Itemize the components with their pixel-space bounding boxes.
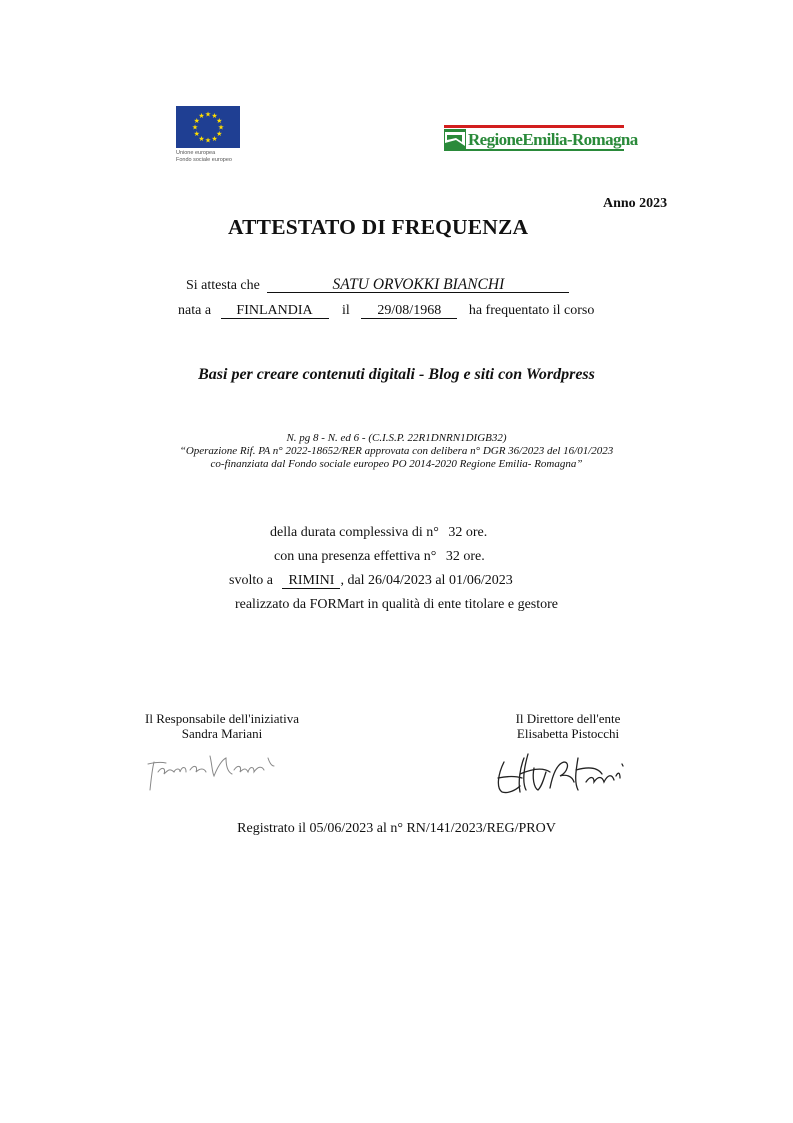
right-signatory xyxy=(486,711,650,741)
presence-line xyxy=(274,549,485,565)
eu-star-icon: ★ xyxy=(216,117,223,125)
presence-label: con una presenza effettiva n° xyxy=(274,549,437,564)
regione-emblem-icon xyxy=(444,129,466,149)
duration-value: 32 ore. xyxy=(448,525,488,540)
location-line xyxy=(229,573,513,589)
attestation-name-line xyxy=(186,277,569,294)
presence-value: 32 ore. xyxy=(445,549,485,564)
duration-label: della durata complessiva di n° xyxy=(270,525,439,540)
regione-green-stripe xyxy=(444,149,624,151)
year-label: Anno 2023 xyxy=(603,196,668,211)
birthplace: FINLANDIA xyxy=(221,303,329,319)
eu-caption-line2: Fondo sociale europeo xyxy=(176,156,232,163)
eu-star-icon: ★ xyxy=(204,136,212,145)
regione-logo xyxy=(444,125,638,153)
course-ref-line1: N. pg 8 - N. ed 6 - (C.I.S.P. 22R1DNRN1DIGB32) xyxy=(286,432,507,444)
eu-star-icon: ★ xyxy=(193,130,200,138)
on-label: il xyxy=(342,303,350,318)
eu-star-icon: ★ xyxy=(198,112,205,121)
attended-label: ha frequentato il corso xyxy=(468,303,595,318)
eu-star-icon: ★ xyxy=(211,134,218,143)
page-title: ATTESTATO DI FREQUENZA xyxy=(228,215,529,239)
intro-label: Si attesta che xyxy=(186,278,260,293)
eu-star-icon: ★ xyxy=(216,130,223,138)
eu-star-icon: ★ xyxy=(211,112,218,121)
course-dates: , dal 26/04/2023 al 01/06/2023 xyxy=(340,573,513,588)
born-label: nata a xyxy=(178,303,212,318)
eu-star-icon: ★ xyxy=(204,110,212,119)
eu-star-icon: ★ xyxy=(217,123,225,132)
provider-line: realizzato da FORMart in qualità di ente titolare e gestore xyxy=(234,597,559,612)
eu-star-icon: ★ xyxy=(198,134,205,143)
eu-logo xyxy=(176,106,242,168)
duration-line xyxy=(270,525,487,541)
left-signatory xyxy=(120,711,324,741)
eu-star-icon: ★ xyxy=(191,123,199,132)
eu-star-icon: ★ xyxy=(193,117,200,125)
course-ref-line3: co-finanziata dal Fondo sociale europeo PO 2014-2020 Regione Emilia- Romagna” xyxy=(210,458,583,470)
eu-caption-line1: Unione europea xyxy=(176,150,216,156)
location-value: RIMINI xyxy=(282,573,340,589)
left-signatory-role: Il Responsabile dell'iniziativa xyxy=(145,711,299,726)
course-name: Basi per creare contenuti digitali - Blog e siti con Wordpress xyxy=(198,366,595,383)
right-signatory-role: Il Direttore dell'ente xyxy=(515,711,621,726)
registration-line: Registrato il 05/06/2023 al n° RN/141/2023/REG/PROV xyxy=(237,821,556,836)
attestation-birth-line xyxy=(178,303,594,319)
right-handwritten-signature xyxy=(494,748,634,798)
person-name: SATU ORVOKKI BIANCHI xyxy=(267,277,569,293)
left-handwritten-signature xyxy=(146,750,286,792)
regione-name: RegioneEmilia-Romagna xyxy=(468,130,638,149)
birth-date: 29/08/1968 xyxy=(361,303,457,319)
course-ref-line2: “Operazione Rif. PA n° 2022-18652/RER approvata con delibera n° DGR 36/2023 del 16/01/2023 xyxy=(179,445,614,457)
location-label: svolto a xyxy=(229,573,273,588)
left-signatory-name: Sandra Mariani xyxy=(181,726,263,741)
right-signatory-name: Elisabetta Pistocchi xyxy=(516,726,620,741)
eu-flag-icon xyxy=(176,106,240,148)
regione-red-stripe xyxy=(444,125,624,128)
